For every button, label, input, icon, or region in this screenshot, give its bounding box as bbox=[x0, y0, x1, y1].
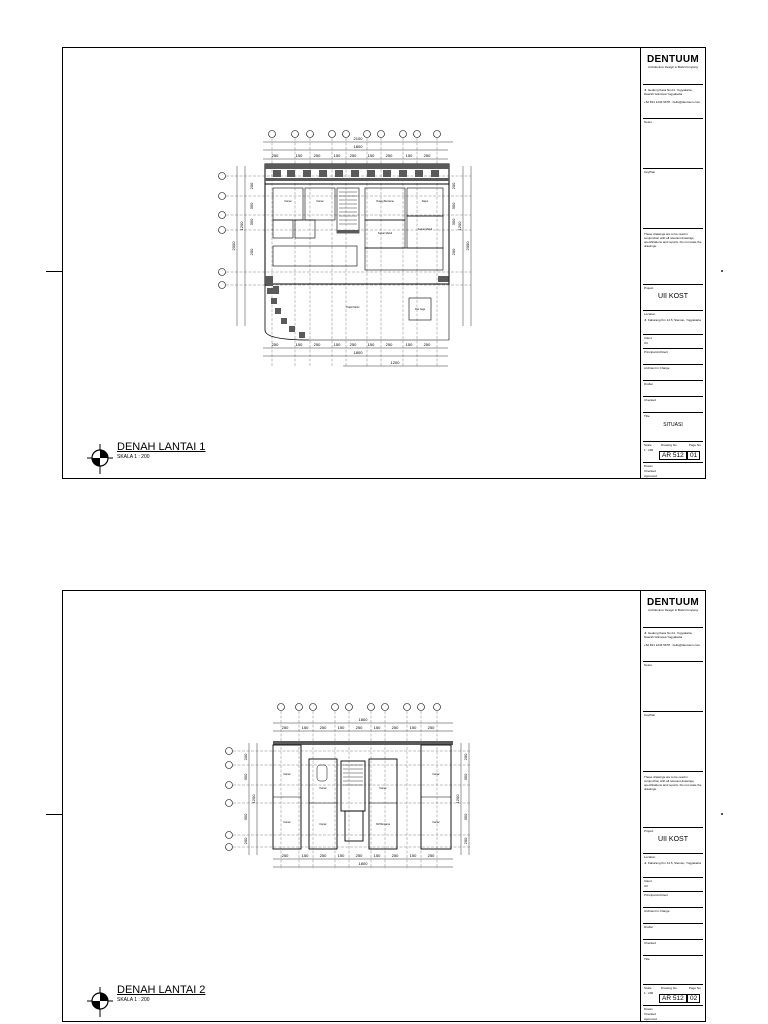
approved-label: Approved bbox=[644, 474, 657, 478]
dimension-label: 2100 bbox=[353, 136, 363, 141]
company-contact: +62 821 1234 5678 · hello@dentuum.com bbox=[644, 100, 701, 104]
svg-text:Kamar: Kamar bbox=[316, 200, 324, 203]
dimension-label: 350 bbox=[243, 813, 248, 821]
location-value: Jl. Kaliurang Km 14.5, Sleman, Yogyakarta bbox=[644, 861, 701, 865]
dimension-label: 150 bbox=[295, 153, 303, 158]
dimension-label: 250 bbox=[391, 725, 399, 730]
principal-label: Principal Architect bbox=[644, 350, 668, 354]
dimension-label: 2000 bbox=[231, 241, 236, 251]
svg-text:Kamar Mandi: Kamar Mandi bbox=[417, 228, 433, 231]
location-label: Location bbox=[644, 312, 656, 316]
client-label: Client bbox=[644, 336, 652, 340]
plan-caption-1 bbox=[87, 441, 206, 479]
svg-text:Kamar: Kamar bbox=[319, 823, 327, 826]
logo-name: DENTUUM bbox=[646, 597, 700, 608]
dimension-label: 1200 bbox=[457, 221, 462, 231]
dimension-label: 250 bbox=[313, 153, 321, 158]
drawn-label: Drawn bbox=[644, 1007, 653, 1011]
svg-text:Kamar Mandi: Kamar Mandi bbox=[377, 232, 393, 235]
dimension-label: 350 bbox=[463, 773, 468, 781]
dimension-label: 250 bbox=[427, 725, 435, 730]
keyplan-label: KeyPlan bbox=[644, 170, 656, 174]
dimension-label: 1800 bbox=[353, 350, 363, 355]
project-label: Project bbox=[644, 829, 654, 833]
company-contact: +62 821 1234 5678 · hello@dentuum.com bbox=[644, 643, 701, 647]
page-label: Page No. bbox=[689, 443, 702, 447]
drafter-label: Drafter bbox=[644, 382, 654, 386]
page-number: 02 bbox=[687, 994, 700, 1003]
title-label: Title bbox=[644, 957, 650, 961]
svg-text:Kamar: Kamar bbox=[432, 821, 440, 824]
checker-label: Checked bbox=[644, 398, 656, 402]
company-logo bbox=[641, 48, 705, 69]
dimension-label: 150 bbox=[367, 342, 375, 347]
dimension-label: 250 bbox=[319, 725, 327, 730]
floor-plan-1 bbox=[213, 126, 493, 376]
title-block-1 bbox=[640, 48, 705, 478]
checked-label: Checked bbox=[644, 1012, 656, 1016]
general-notes: These drawings are to be read in conjunction with all relevant drawings, specifications and reports. Do not scale the drawings. bbox=[644, 775, 702, 791]
drafter-label: Drafter bbox=[644, 925, 654, 929]
principal-label: Principal Architect bbox=[644, 893, 668, 897]
dimension-label: 150 bbox=[409, 853, 417, 858]
dimension-label: 350 bbox=[249, 218, 254, 226]
plan-scale: SKALA 1 : 200 bbox=[117, 454, 150, 460]
dimension-label: 250 bbox=[281, 725, 289, 730]
logo-tagline: Architecture Design & Build Company bbox=[647, 608, 699, 612]
dimension-label: 150 bbox=[337, 853, 345, 858]
plan-title: DENAH LANTAI 1 bbox=[117, 441, 206, 453]
svg-text:Ruang Bersama: Ruang Bersama bbox=[376, 200, 394, 203]
dimension-label: 150 bbox=[333, 153, 341, 158]
scale-value: 1 : 200 bbox=[644, 448, 654, 452]
drawing-sheet-2 bbox=[62, 590, 706, 1022]
dimension-label: 200 bbox=[451, 248, 456, 256]
approved-label: Approved bbox=[644, 1017, 657, 1021]
dimension-label: 200 bbox=[463, 837, 468, 845]
dimension-label: 150 bbox=[367, 153, 375, 158]
sheet-edge-dot bbox=[721, 813, 723, 815]
title-label: Title bbox=[644, 414, 650, 418]
floor-plan-1-svg bbox=[213, 126, 493, 376]
dimension-label: 250 bbox=[427, 853, 435, 858]
project-name: UII KOST bbox=[658, 293, 688, 300]
plan-caption-2 bbox=[87, 984, 206, 1022]
dimension-label: 150 bbox=[405, 342, 413, 347]
logo-name: DENTUUM bbox=[646, 54, 700, 65]
dimension-label: 150 bbox=[409, 725, 417, 730]
dimension-label: 150 bbox=[373, 853, 381, 858]
dimension-label: 1200 bbox=[455, 794, 460, 804]
dimension-label: 200 bbox=[243, 753, 248, 761]
drawing-sheet-1 bbox=[62, 47, 706, 479]
company-address: Jl. Gedung Kaca No.01, Yogyakarta, Daerah Istimewa Yogyakarta bbox=[644, 631, 693, 639]
plan-title: DENAH LANTAI 2 bbox=[117, 984, 206, 996]
sheet-edge-mark bbox=[46, 271, 62, 272]
drawing-no-label: Drawing No. bbox=[661, 443, 678, 447]
dimension-label: 250 bbox=[313, 342, 321, 347]
svg-text:Kamar: Kamar bbox=[283, 773, 291, 776]
general-notes: These drawings are to be read in conjunction with all relevant drawings, specifications and reports. Do not scale the drawings. bbox=[644, 232, 702, 248]
dimension-label: 250 bbox=[349, 153, 357, 158]
location-label: Location bbox=[644, 855, 656, 859]
scale-value: 1 : 200 bbox=[644, 991, 654, 995]
client-value: UII bbox=[644, 884, 648, 888]
dimension-label: 250 bbox=[271, 342, 279, 347]
dimension-label: 250 bbox=[271, 153, 279, 158]
svg-text:Kamar: Kamar bbox=[319, 787, 327, 790]
svg-text:Kamar: Kamar bbox=[432, 773, 440, 776]
dimension-label: 150 bbox=[301, 853, 309, 858]
svg-text:KM Bersama: KM Bersama bbox=[376, 823, 390, 826]
keyplan-label: KeyPlan bbox=[644, 713, 656, 717]
notes-label: Notes bbox=[644, 120, 652, 124]
dimension-label: 350 bbox=[243, 773, 248, 781]
drawing-no-label: Drawing No. bbox=[661, 986, 678, 990]
svg-text:Pos Jaga: Pos Jaga bbox=[415, 308, 425, 311]
dimension-label: 1200 bbox=[390, 360, 400, 365]
company-address: Jl. Gedung Kaca No.01, Yogyakarta, Daerah Istimewa Yogyakarta bbox=[644, 88, 693, 96]
dimension-label: 250 bbox=[281, 853, 289, 858]
dimension-label: 200 bbox=[249, 248, 254, 256]
drawing-code: AR 512 bbox=[659, 994, 687, 1003]
dimension-label: 150 bbox=[301, 725, 309, 730]
dimension-label: 250 bbox=[319, 853, 327, 858]
project-label: Project bbox=[644, 286, 654, 290]
dimension-label: 250 bbox=[391, 853, 399, 858]
dimension-label: 200 bbox=[451, 182, 456, 190]
dimension-label: 250 bbox=[423, 342, 431, 347]
floor-plan-2-svg bbox=[213, 699, 493, 879]
dimension-label: 250 bbox=[423, 153, 431, 158]
dimension-label: 150 bbox=[337, 725, 345, 730]
dimension-label: 150 bbox=[295, 342, 303, 347]
page-number: 01 bbox=[687, 451, 700, 460]
plan-scale: SKALA 1 : 200 bbox=[117, 997, 150, 1003]
section-marker-icon bbox=[87, 444, 113, 474]
dimension-label: 200 bbox=[249, 182, 254, 190]
sheet-edge-dot bbox=[721, 270, 723, 272]
architect-label: Architect in Charge bbox=[644, 909, 670, 913]
client-value: UII bbox=[644, 341, 648, 345]
dimension-label: 200 bbox=[463, 753, 468, 761]
dimension-label: 1800 bbox=[358, 717, 368, 722]
company-logo bbox=[641, 591, 705, 612]
location-value: Jl. Kaliurang Km 14.5, Sleman, Yogyakarta bbox=[644, 318, 701, 322]
dimension-label: 200 bbox=[243, 837, 248, 845]
logo-tagline: Architecture Design & Build Company bbox=[647, 65, 699, 69]
dimension-label: 250 bbox=[385, 153, 393, 158]
sheet-edge-mark bbox=[46, 814, 62, 815]
checker-label: Checked bbox=[644, 941, 656, 945]
sheet-title: SITUASI bbox=[663, 422, 683, 428]
dimension-label: 1800 bbox=[358, 861, 368, 866]
dimension-label: 1200 bbox=[239, 221, 244, 231]
dimension-label: 250 bbox=[355, 853, 363, 858]
svg-text:Kamar: Kamar bbox=[379, 787, 387, 790]
dimension-label: 150 bbox=[405, 153, 413, 158]
page-label: Page No. bbox=[689, 986, 702, 990]
dimension-label: 250 bbox=[385, 342, 393, 347]
dimension-label: 350 bbox=[451, 202, 456, 210]
dimension-label: 150 bbox=[333, 342, 341, 347]
dimension-label: 2000 bbox=[465, 241, 470, 251]
dimension-label: 350 bbox=[463, 813, 468, 821]
drawn-label: Drawn bbox=[644, 464, 653, 468]
title-block-2 bbox=[640, 591, 705, 1021]
client-label: Client bbox=[644, 879, 652, 883]
architect-label: Architect in Charge bbox=[644, 366, 670, 370]
dimension-label: 250 bbox=[349, 342, 357, 347]
svg-text:Dapur: Dapur bbox=[421, 200, 429, 203]
dimension-label: 350 bbox=[451, 218, 456, 226]
svg-text:Kamar: Kamar bbox=[283, 821, 291, 824]
svg-text:Kamar: Kamar bbox=[284, 200, 292, 203]
dimension-label: 1200 bbox=[251, 794, 256, 804]
scale-label: Scale bbox=[644, 443, 652, 447]
drawing-code: AR 512 bbox=[659, 451, 687, 460]
dimension-label: 1800 bbox=[353, 144, 363, 149]
floor-plan-2 bbox=[213, 699, 493, 879]
scale-label: Scale bbox=[644, 986, 652, 990]
dimension-label: 350 bbox=[249, 202, 254, 210]
project-name: UII KOST bbox=[658, 836, 688, 843]
section-marker-icon bbox=[87, 987, 113, 1017]
dimension-label: 250 bbox=[355, 725, 363, 730]
dimension-label: 150 bbox=[373, 725, 381, 730]
notes-label: Notes bbox=[644, 663, 652, 667]
svg-text:Parkir Motor: Parkir Motor bbox=[346, 306, 360, 309]
checked-label: Checked bbox=[644, 469, 656, 473]
